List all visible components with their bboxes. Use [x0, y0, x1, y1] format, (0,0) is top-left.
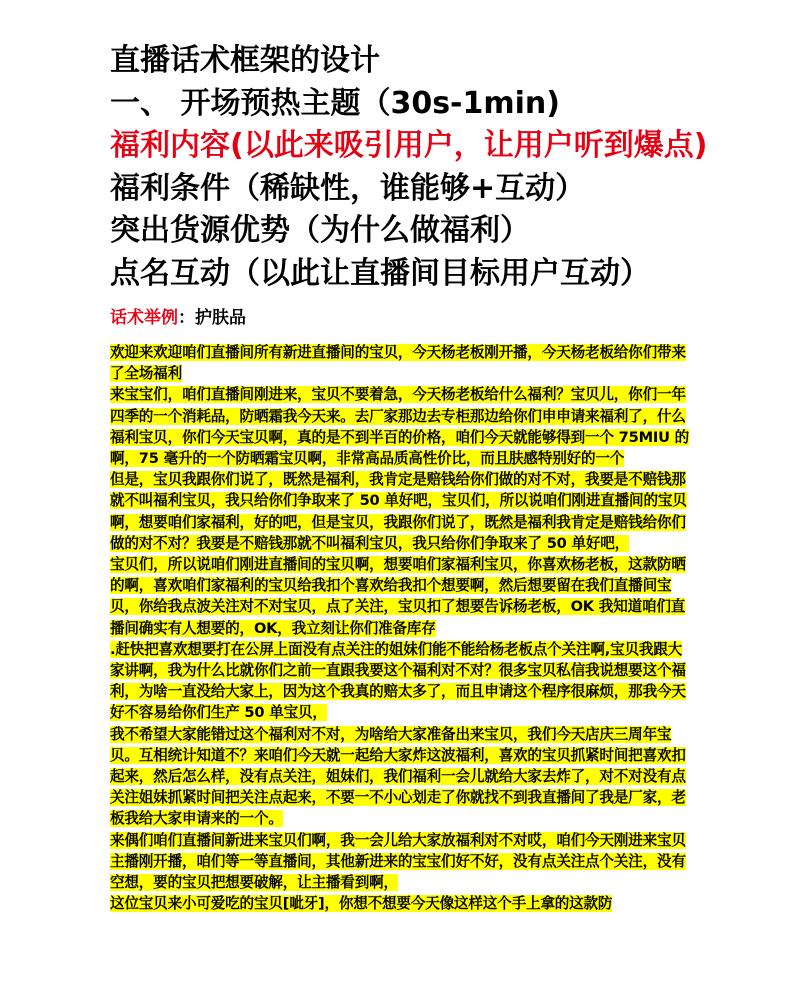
benefit-content-heading: 福利内容(以此来吸引用户，让用户听到爆点)	[110, 128, 708, 163]
document-title: 直播话术框架的设计	[110, 43, 380, 78]
script-paragraph: 但是，宝贝我跟你们说了，既然是福利，我肯定是赔钱给你们做的对不对，我要是不赔钱那就不叫福利宝贝，我只给你们争取来了 50 单好吧，宝贝们，所以说咱们刚进直播间的宝贝啊，想要咱们家福利，好的吧，但是宝贝，我跟你们说了，既然是福利我肯定是赔钱给你们做的对不对？我要是不赔钱那就不叫福利宝贝，我只给你们争取来了 50 单好吧，	[110, 471, 687, 552]
example-label: 话术举例	[110, 308, 178, 328]
script-paragraph: 这位宝贝来小可爱吃的宝贝[呲牙]，你想不想要今天像这样这个手上拿的这款防	[110, 895, 613, 913]
script-paragraph: 来偶们咱们直播间新进来宝贝们啊，我一会儿给大家放福利对不对哎，咱们今天刚进来宝贝主播刚开播，咱们等一等直播间，其他新进来的宝宝们好不好，没有点关注点个关注，没有空想，要的宝贝把想要破解，让主播看到啊，	[110, 831, 686, 892]
script-paragraph: .赶快把喜欢想要打在公屏上面没有点关注的姐妹们能不能给杨老板点个关注啊,宝贝我跟大家讲啊，我为什么比就你们之前一直跟我要这个福利对不对？很多宝贝私信我说想要这个福利，为啥一直没给大家上，因为这个我真的赔太多了，而且申请这个程序很麻烦，那我今天好不容易给你们生产 50 单宝贝，	[110, 640, 686, 722]
section-heading: 一、 开场预热主题（30s-1min)	[110, 85, 560, 121]
example-product: ：护肤品	[178, 308, 246, 328]
roll-call-heading: 点名互动（以此让直播间目标用户互动）	[110, 255, 650, 291]
script-paragraph: 来宝宝们，咱们直播间刚进来，宝贝不要着急，今天杨老板给什么福利？宝贝儿，你们一年四季的一个消耗品，防晒霜我今天来。去厂家那边去专柜那边给你们申申请来福利了，什么福利宝贝，你们今天宝贝啊，真的是不到半百的价格，咱们今天就能够得到一个 75MIU 的啊，75 毫升的一个防晒霜宝贝啊，非常高品质高性价比，而且肤感特别好的一个	[110, 386, 690, 468]
supply-advantage-heading: 突出货源优势（为什么做福利）	[110, 213, 530, 248]
example-label-line	[110, 306, 246, 330]
script-paragraph: 宝贝们，所以说咱们刚进直播间的宝贝啊，想要咱们家福利宝贝，你喜欢杨老板，这款防晒的啊，喜欢咱们家福利的宝贝给我扣个喜欢给我扣个想要啊，然后想要留在我们直播间宝贝，你给我点波关注对不对宝贝，点了关注，宝贝扣了想要告诉杨老板，OK 我知道咱们直播间确实有人想要的，OK，我立刻让你们准备库存	[110, 556, 686, 637]
benefit-conditions-heading: 福利条件（稀缺性，谁能够+互动）	[110, 170, 586, 206]
script-paragraph: 欢迎来欢迎咱们直播间所有新进直播间的宝贝，今天杨老板刚开播，今天杨老板给你们带来了全场福利	[110, 344, 686, 383]
script-body	[110, 342, 692, 914]
heading-block	[110, 40, 790, 295]
script-paragraph: 我不希望大家能错过这个福利对不对，为啥给大家准备出来宝贝，我们今天店庆三周年宝贝。互相统计知道不？来咱们今天就一起给大家炸这波福利，喜欢的宝贝抓紧时间把喜欢扣起来，然后怎么样，没有点关注，姐妹们，我们福利一会儿就给大家去炸了，对不对没有点关注姐妹抓紧时间把关注点起来，不要一不小心划走了你就找不到我直播间了我是厂家，老板我给大家申请来的一个。	[110, 725, 686, 828]
